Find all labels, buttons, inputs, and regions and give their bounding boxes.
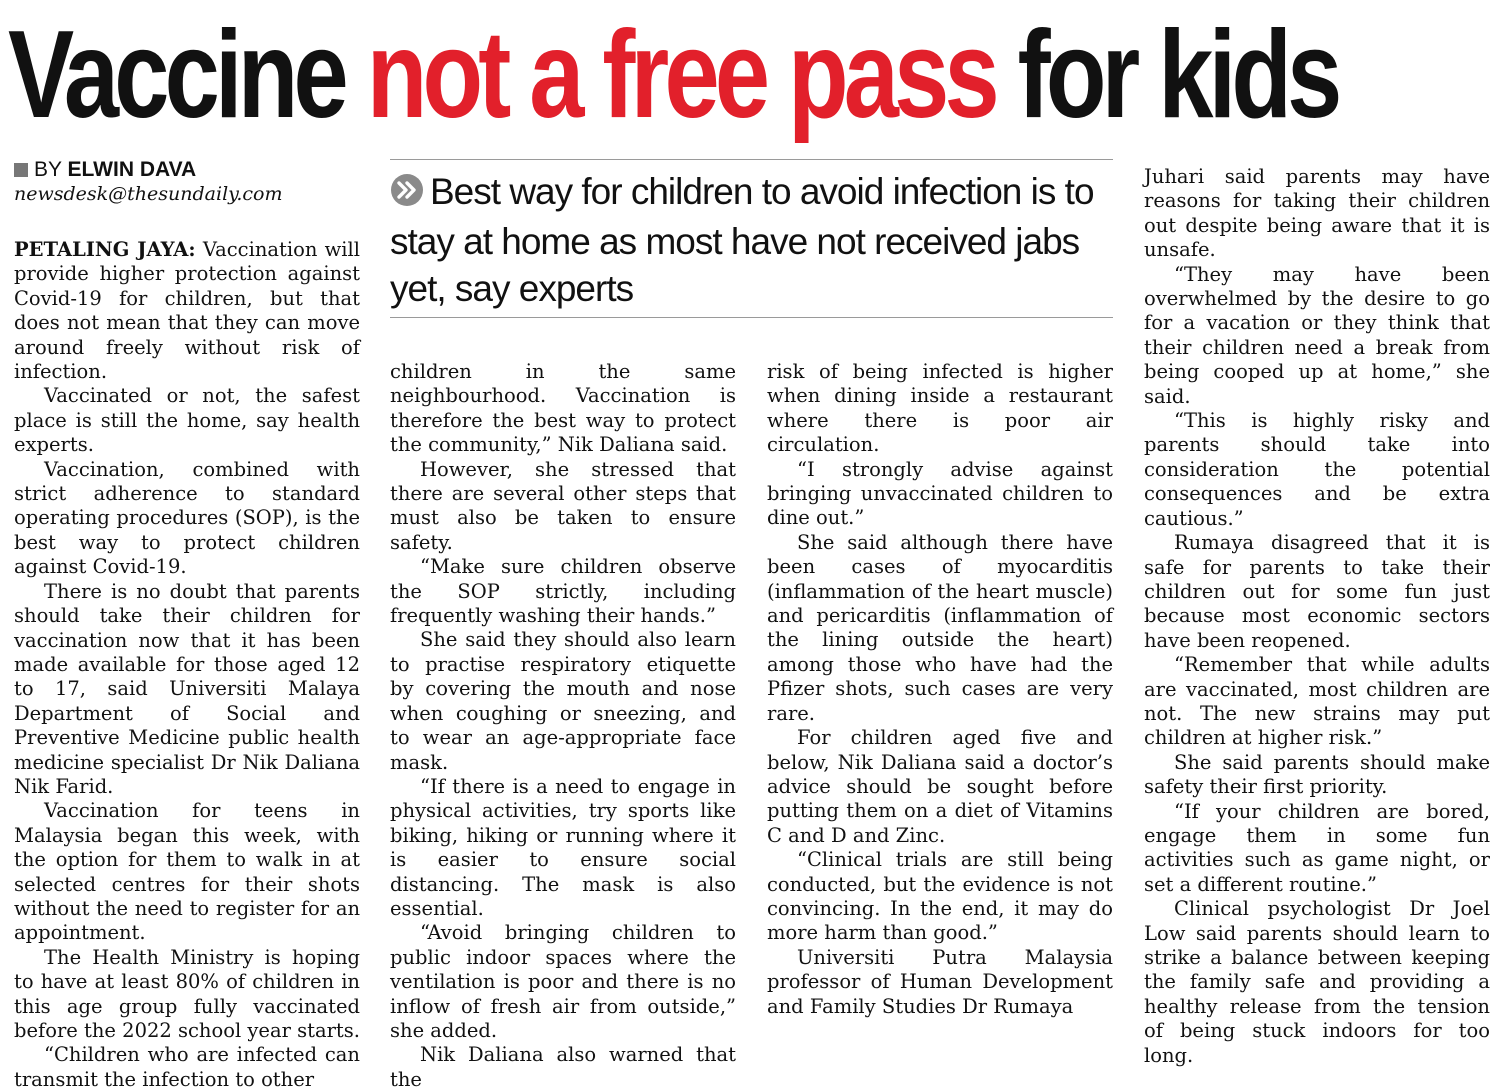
paragraph-continuation: Juhari said parents may have reasons for taking their children out despite being aware that it is unsafe. [1144, 165, 1490, 262]
paragraph: “They may have been overwhelmed by the desire to go for a vacation or they think that their children need a break from being cooped up at home,” she said. [1144, 262, 1490, 408]
paragraph: Vaccinated or not, the safest place is still the home, say health experts. [14, 384, 360, 457]
subheadline-text: Best way for children to avoid infection is to stay at home as most have not received jabs yet, say experts [390, 171, 1094, 309]
paragraph: Clinical psychologist Dr Joel Low said parents should learn to strike a balance between keeping the family safe and providing a healthy release from the tension of being stuck indoors for too long. [1144, 897, 1490, 1067]
paragraph: “Remember that while adults are vaccinated, most children are not. The new strains may put children at higher risk.” [1144, 653, 1490, 750]
article-column-3 [767, 360, 1113, 1019]
article-column-1 [14, 238, 360, 1092]
paragraph: She said parents should make safety their first priority. [1144, 750, 1490, 799]
headline-highlight: not a free pass [366, 6, 995, 144]
paragraph: “Avoid bringing children to public indoor spaces where the ventilation is poor and there is no inflow of fresh air from outside,” she added. [390, 921, 736, 1042]
subhead-bottom-rule [390, 317, 1113, 318]
paragraph: “Children who are infected can transmit the infection to other [14, 1043, 360, 1091]
paragraph: “This is highly risky and parents should take into consideration the potential consequences and be extra cautious.” [1144, 409, 1490, 530]
subhead-top-rule [390, 159, 1113, 160]
paragraph-continuation: risk of being infected is higher when dining inside a restaurant where there is poor air circulation. [767, 360, 1113, 457]
paragraph: Nik Daliana also warned that the [390, 1043, 736, 1091]
byline-email: newsdesk@thesundaily.com [14, 183, 283, 205]
paragraph: “Make sure children observe the SOP strictly, including frequently washing their hands.” [390, 555, 736, 628]
byline-author: ELWIN DAVA [67, 158, 197, 181]
paragraph-continuation: children in the same neighbourhood. Vaccination is therefore the best way to protect the community,” Nik Daliana said. [390, 360, 736, 457]
paragraph: Rumaya disagreed that it is safe for parents to take their children out for some fun just because most economic sectors have been reopened. [1144, 531, 1490, 652]
paragraph: She said they should also learn to practise respiratory etiquette by covering the mouth and nose when coughing or sneezing, and to wear an age-appropriate face mask. [390, 628, 736, 774]
article-column-4 [1144, 165, 1490, 1068]
paragraph: There is no doubt that parents should take their children for vaccination now that it has been made available for those aged 12 to 17, said Universiti Malaya Department of Social and Preventive Medicine public health medicine specialist Dr Nik Daliana Nik Farid. [14, 579, 360, 798]
byline [14, 158, 196, 182]
article-column-2 [390, 360, 736, 1092]
paragraph: For children aged five and below, Nik Daliana said a doctor’s advice should be sought before putting them on a diet of Vitamins C and D and Zinc. [767, 726, 1113, 847]
paragraph: The Health Ministry is hoping to have at least 80% of children in this age group fully vaccinated before the 2022 school year starts. [14, 945, 360, 1042]
paragraph: “If there is a need to engage in physical activities, try sports like biking, hiking or running where it is easier to ensure social distancing. The mask is also essential. [390, 774, 736, 920]
paragraph: Universiti Putra Malaysia professor of Human Development and Family Studies Dr Rumaya [767, 945, 1113, 1018]
lead-text: Vaccination will provide higher protection against Covid-19 for children, but that does not mean that they can move around freely without risk of infection. [14, 238, 360, 384]
dateline: PETALING JAYA: [14, 238, 196, 261]
paragraph: She said although there have been cases of myocarditis (inflammation of the heart muscle) and pericarditis (inflammation of the lining outside the heart) among those who have had the Pfizer shots, such cases are very rare. [767, 530, 1113, 725]
headline-part-1: Vaccine [8, 6, 367, 144]
headline [8, 6, 1338, 144]
paragraph: “If your children are bored, engage them in some fun activities such as game night, or set a different routine.” [1144, 799, 1490, 896]
paragraph: “I strongly advise against bringing unvaccinated children to dine out.” [767, 457, 1113, 530]
headline-part-3: for kids [994, 6, 1338, 144]
byline-square-icon [14, 163, 28, 177]
lead-paragraph [14, 238, 360, 384]
paragraph: “Clinical trials are still being conducted, but the evidence is not convincing. In the end, it may do more harm than good.” [767, 848, 1113, 945]
paragraph: Vaccination for teens in Malaysia began this week, with the option for them to walk in at selected centres for their shots without the need to register for an appointment. [14, 799, 360, 945]
double-chevron-right-icon [390, 171, 424, 218]
paragraph: However, she stressed that there are several other steps that must also be taken to ensure safety. [390, 457, 736, 554]
byline-prefix: BY [34, 158, 62, 181]
subheadline [390, 168, 1115, 312]
paragraph: Vaccination, combined with strict adherence to standard operating procedures (SOP), is the best way to protect children against Covid-19. [14, 457, 360, 579]
